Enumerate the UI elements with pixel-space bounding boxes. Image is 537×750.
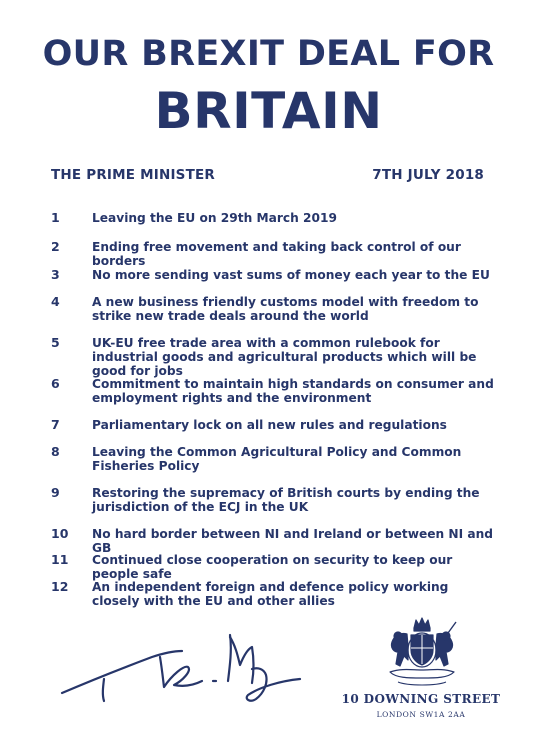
signature-icon (60, 625, 305, 705)
pledge-text: Commitment to maintain high standards on consumer and employment rights and the environment (92, 377, 494, 405)
pledge-text: Ending free movement and taking back control of our borders (92, 240, 461, 268)
pledge-number: 9 (51, 485, 60, 500)
pledge-text: Continued close cooperation on security to keep our people safe (92, 553, 453, 581)
pledge-text: No hard border between NI and Ireland or between NI and GB (92, 527, 494, 555)
pledge-number: 8 (51, 444, 60, 459)
pledge-number: 3 (51, 267, 60, 282)
pledge-number: 7 (51, 417, 60, 432)
pledge-number: 4 (51, 294, 60, 309)
pledge-number: 12 (51, 579, 69, 594)
pledge-text: Restoring the supremacy of British courts by ending the jurisdiction of the ECJ in the UK (92, 486, 480, 514)
title-line-1: OUR BREXIT DEAL FOR (42, 34, 495, 74)
address-line-2: LONDON SW1A 2AA (376, 710, 466, 719)
royal-coat-of-arms-icon (378, 616, 466, 688)
pledge-number: 5 (51, 335, 60, 350)
address-line-1: 10 DOWNING STREET (341, 692, 501, 706)
pledge-number: 10 (51, 526, 69, 541)
pledge-text: Parliamentary lock on all new rules and regulations (92, 418, 447, 432)
pledge-text: Leaving the EU on 29th March 2019 (92, 211, 337, 225)
pledge-number: 6 (51, 376, 60, 391)
pledge-number: 1 (51, 210, 60, 225)
pledge-text: A new business friendly customs model with freedom to strike new trade deals around the world (92, 295, 479, 323)
date-label: 7TH JULY 2018 (372, 167, 484, 183)
pledge-text: UK-EU free trade area with a common rulebook for industrial goods and agricultural products which will be good for jobs (92, 336, 477, 378)
pledge-text: Leaving the Common Agricultural Policy and Common Fisheries Policy (92, 445, 462, 473)
author-label: THE PRIME MINISTER (51, 167, 216, 183)
title-line-2: BRITAIN (154, 82, 383, 140)
pledge-text: No more sending vast sums of money each year to the EU (92, 268, 490, 282)
pledge-text: An independent foreign and defence policy working closely with the EU and other allies (92, 580, 449, 608)
pledge-number: 2 (51, 239, 60, 254)
pledge-number: 11 (51, 552, 69, 567)
